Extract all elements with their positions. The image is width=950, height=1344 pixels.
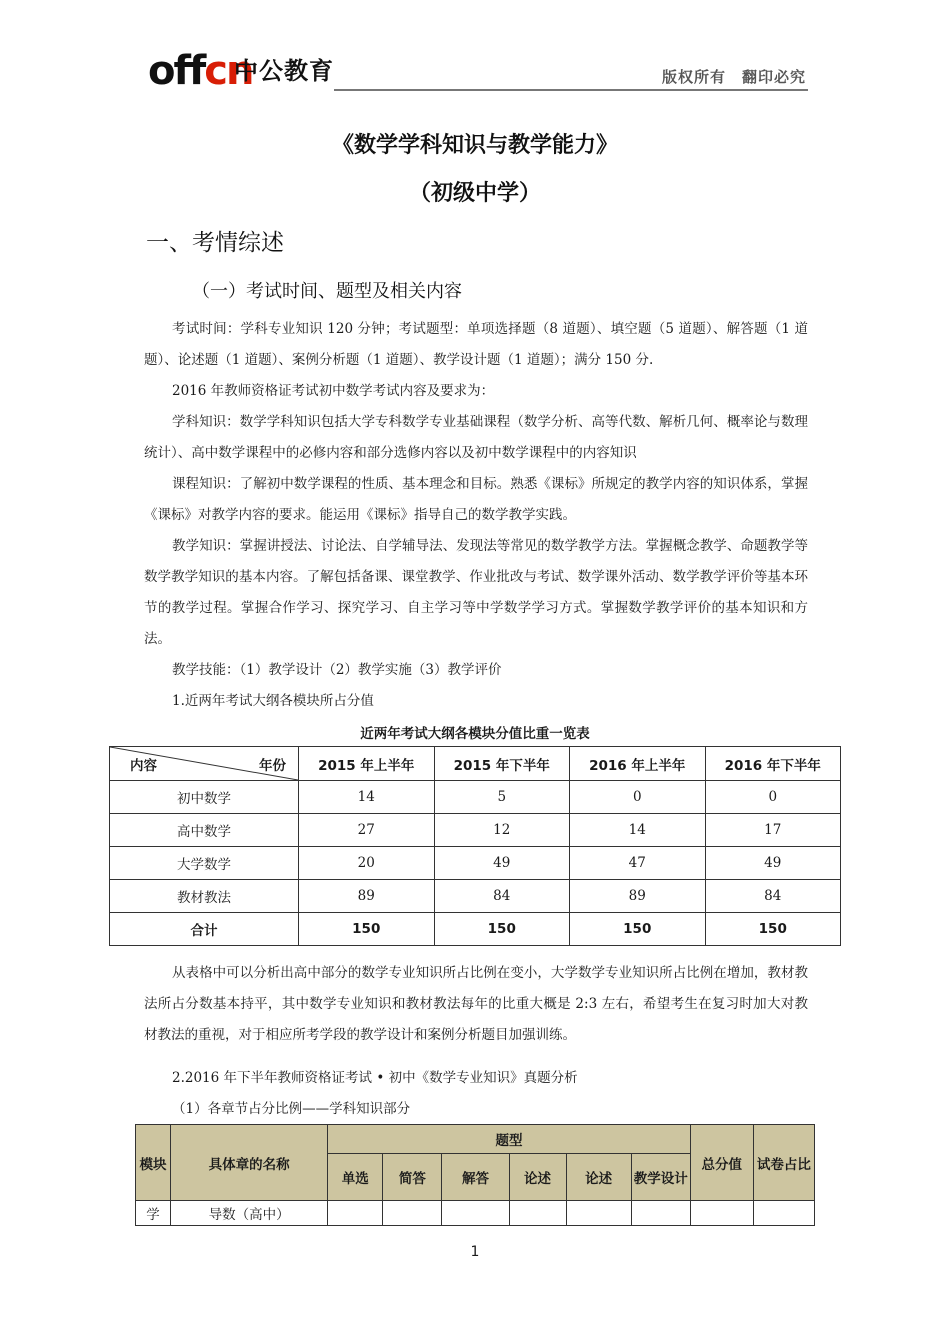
column-header-module: 模块 [136, 1125, 171, 1201]
table-cell: 84 [705, 880, 841, 913]
table-cell [509, 1201, 566, 1226]
logo-text-main: off [148, 48, 205, 94]
table-cell [753, 1201, 814, 1226]
column-header-total: 总分值 [690, 1125, 753, 1201]
table-cell: 84 [434, 880, 570, 913]
table-cell [328, 1201, 383, 1226]
table-cell: 17 [705, 814, 841, 847]
table-row [136, 1201, 815, 1226]
section-heading: 一、考情综述 [146, 230, 284, 256]
table-caption: 近两年考试大纲各模块分值比重一览表 [360, 726, 590, 742]
table-row [110, 847, 841, 880]
table-row [110, 880, 841, 913]
paragraph-curriculum-knowledge: 课程知识：了解初中数学课程的性质、基本理念和目标。熟悉《课标》所规定的教学内容的知识体系，掌握《课标》对教学内容的要求。能运用《课标》指导自己的数学教学实践。 [144, 476, 808, 523]
logo-text-accent: cn [204, 48, 253, 94]
table-total-row [110, 913, 841, 946]
subtype-header: 单选 [328, 1154, 383, 1201]
total-cell: 150 [570, 913, 706, 946]
copyright-notice: 版权所有 翻印必究 [661, 68, 806, 86]
table-cell [442, 1201, 509, 1226]
document-title: 《数学学科知识与教学能力》 [331, 133, 618, 158]
table-cell: 49 [705, 847, 841, 880]
paragraph-requirements-intro: 2016 年教师资格证考试初中数学考试内容及要求为： [172, 383, 495, 399]
row-label: 教材教法 [110, 880, 299, 913]
table-cell: 5 [434, 781, 570, 814]
subtype-header: 解答 [442, 1154, 509, 1201]
row-label: 高中数学 [110, 814, 299, 847]
row-label: 初中数学 [110, 781, 299, 814]
table-cell [690, 1201, 753, 1226]
table-row [110, 814, 841, 847]
table-cell: 14 [299, 781, 435, 814]
subtype-header: 论述 [566, 1154, 631, 1201]
subtype-header: 论述 [509, 1154, 566, 1201]
corner-label-content: 内容 [130, 758, 157, 774]
corner-label-year: 年份 [259, 758, 286, 774]
column-header: 2016 年上半年 [570, 747, 706, 781]
table-cell [631, 1201, 690, 1226]
paragraph-analysis: 从表格中可以分析出高中部分的数学专业知识所占比例在变小，大学数学专业知识所占比例在增加，教材教法所占分数基本持平，其中数学专业知识和教材教法每年的比重大概是 2:3 左右，希望考生在复习时加大对教材教法的重视，对于相应所考学段的教学设计和案例分析题目加强训练。 [144, 965, 808, 1043]
table-cell: 47 [570, 847, 706, 880]
chapter-cell: 导数（高中） [171, 1201, 328, 1226]
table-cell: 89 [299, 880, 435, 913]
table-row [110, 781, 841, 814]
paragraph-section2-title: 2.2016 年下半年教师资格证考试 • 初中《数学专业知识》真题分析 [172, 1070, 578, 1086]
table-cell [383, 1201, 442, 1226]
paragraph-table-intro: 1.近两年考试大纲各模块所占分值 [172, 693, 374, 709]
page-header [148, 48, 808, 94]
paragraph-section2-subtitle: （1）各章节占分比例——学科知识部分 [172, 1101, 411, 1117]
column-header-chapter: 具体章的名称 [171, 1125, 328, 1201]
module-cell: 学 [136, 1201, 171, 1226]
table-cell [566, 1201, 631, 1226]
header-divider [334, 89, 808, 91]
paragraph-subject-knowledge: 学科知识：数学学科知识包括大学专科数学专业基础课程（数学分析、高等代数、解析几何、概率论与数理统计）、高中数学课程中的必修内容和部分选修内容以及初中数学课程中的内容知识 [144, 414, 808, 461]
column-header: 2015 年下半年 [434, 747, 570, 781]
paragraph-exam-info: 考试时间：学科专业知识 120 分钟；考试题型：单项选择题（8 道题）、填空题（5 道题）、解答题（1 道题）、论述题（1 道题）、案例分析题（1 道题）、教学设计题（1 道题）；满分 150 分. [144, 321, 808, 368]
column-header: 2016 年下半年 [705, 747, 841, 781]
body-text [144, 314, 808, 717]
subtype-header: 简答 [383, 1154, 442, 1201]
paragraph-teaching-knowledge: 教学知识：掌握讲授法、讨论法、自学辅导法、发现法等常见的数学教学方法。掌握概念教学、命题教学等数学教学知识的基本内容。了解包括备课、课堂教学、作业批改与考试、数学课外活动、数学教学评价等基本环节的教学过程。掌握合作学习、探究学习、自主学习等中学数学学习方式。掌握数学教学评价的基本知识和方法。 [144, 538, 808, 647]
subtype-header: 教学设计 [631, 1154, 690, 1201]
total-label: 合计 [110, 913, 299, 946]
score-distribution-table [109, 746, 841, 946]
column-header-ratio: 试卷占比 [753, 1125, 814, 1201]
document-subtitle: （初级中学） [408, 181, 541, 206]
paragraph-teaching-skills: 教学技能：（1）教学设计（2）教学实施（3）教学评价 [172, 662, 502, 678]
column-header-type: 题型 [328, 1125, 691, 1154]
subsection-heading: （一）考试时间、题型及相关内容 [192, 281, 462, 302]
total-cell: 150 [299, 913, 435, 946]
column-header: 2015 年上半年 [299, 747, 435, 781]
table-cell: 20 [299, 847, 435, 880]
table-cell: 14 [570, 814, 706, 847]
chapter-score-table [135, 1124, 815, 1226]
table-cell: 0 [705, 781, 841, 814]
total-cell: 150 [705, 913, 841, 946]
page-number: 1 [470, 1244, 480, 1260]
table-cell: 27 [299, 814, 435, 847]
table-cell: 89 [570, 880, 706, 913]
table-cell: 0 [570, 781, 706, 814]
logo-chinese-name: 中公教育 [234, 57, 334, 85]
analysis-text [144, 958, 808, 1125]
total-cell: 150 [434, 913, 570, 946]
row-label: 大学数学 [110, 847, 299, 880]
table-cell: 12 [434, 814, 570, 847]
table-cell: 49 [434, 847, 570, 880]
table-corner-header [110, 747, 299, 781]
